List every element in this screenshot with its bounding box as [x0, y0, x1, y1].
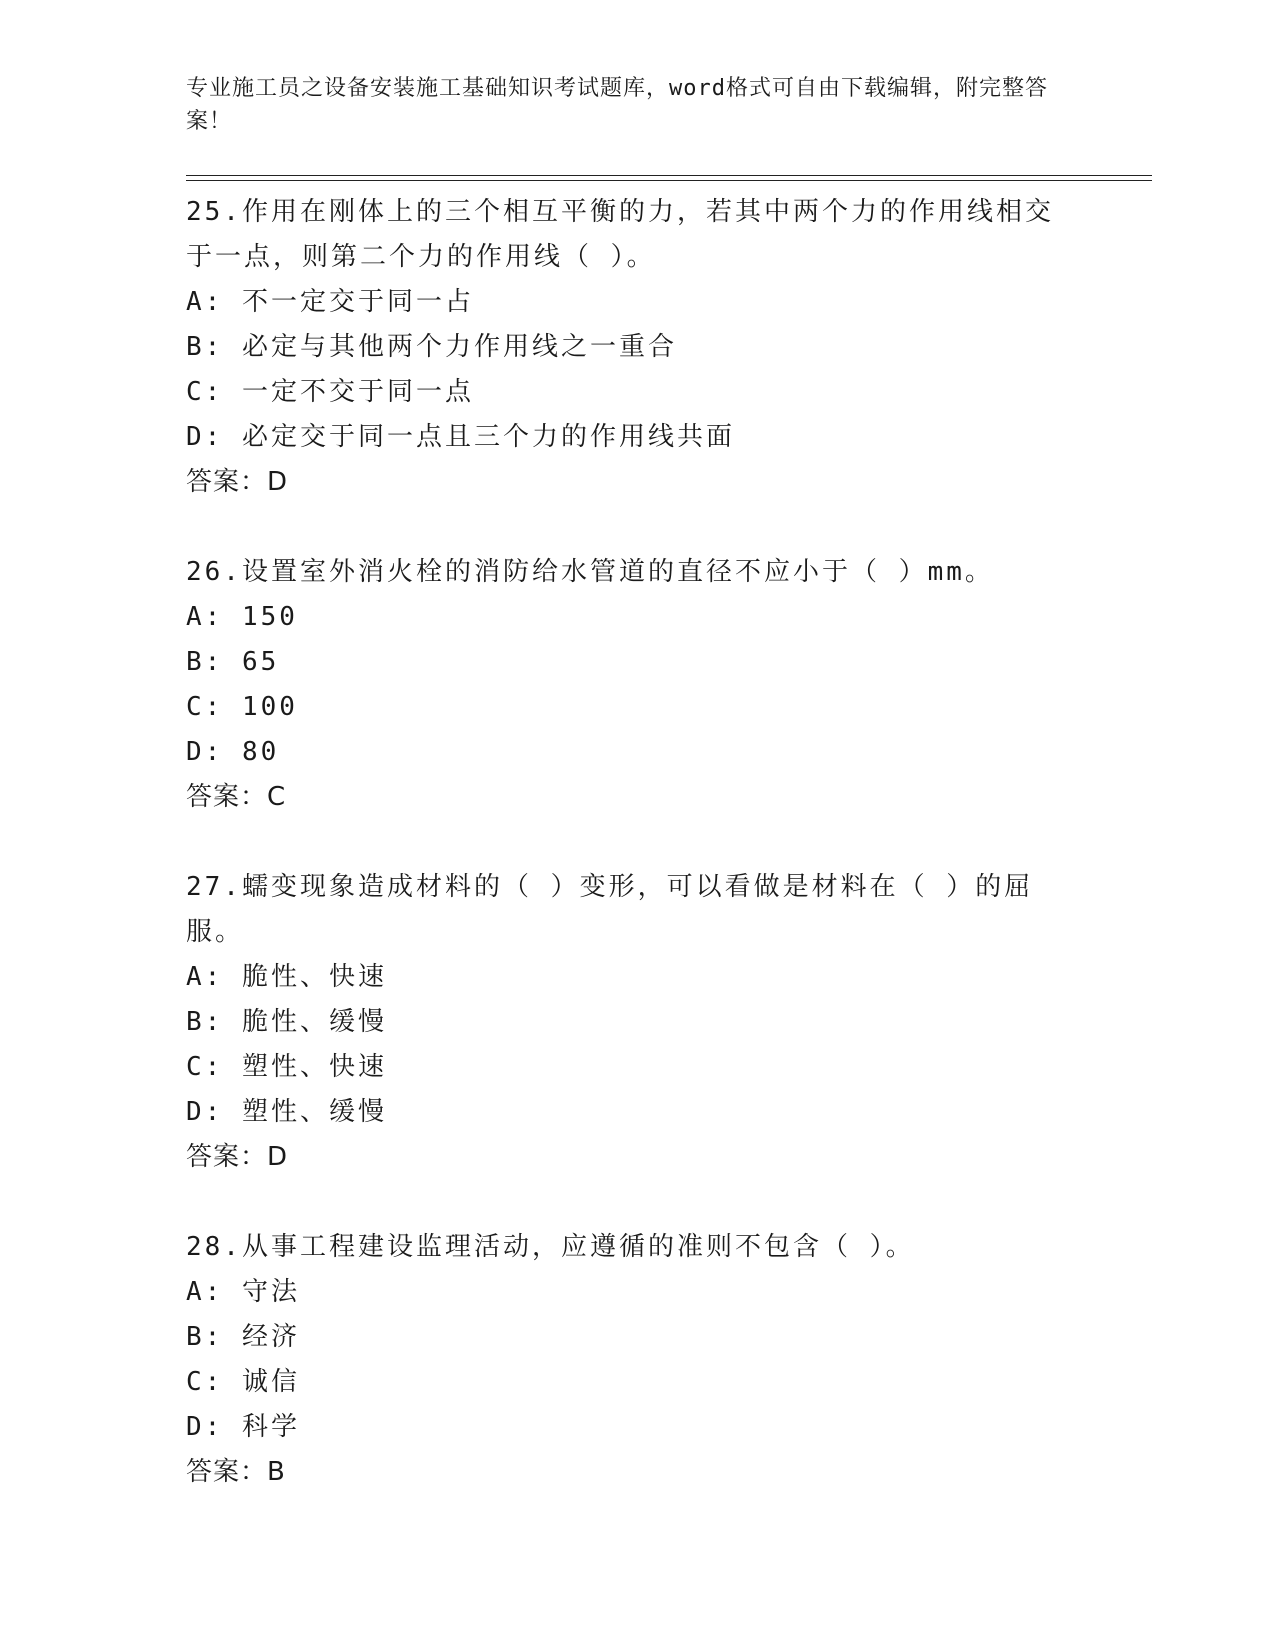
answer: 答案：B	[186, 1457, 286, 1487]
option-a: A: 脆性、快速	[186, 962, 387, 992]
answer: 答案：C	[186, 782, 287, 812]
option-a: A: 守法	[186, 1277, 300, 1307]
question-stem: 25.作用在刚体上的三个相互平衡的力，若其中两个力的作用线相交于一点，则第二个力的作用线（ ）。	[186, 197, 1054, 272]
question-stem: 28.从事工程建设监理活动，应遵循的准则不包含（ ）。	[186, 1232, 915, 1262]
option-d: D: 科学	[186, 1412, 300, 1442]
question-25	[186, 190, 1152, 505]
option-b: B: 脆性、缓慢	[186, 1007, 387, 1037]
option-c: C: 塑性、快速	[186, 1052, 387, 1082]
question-28	[186, 1225, 1152, 1495]
question-27	[186, 865, 1152, 1180]
question-stem: 27.蠕变现象造成材料的（ ）变形，可以看做是材料在（ ）的屈服。	[186, 872, 1034, 947]
option-b: B: 必定与其他两个力作用线之一重合	[186, 332, 677, 362]
answer: 答案：D	[186, 1142, 289, 1172]
document-header-note: 专业施工员之设备安装施工基础知识考试题库，word格式可自由下载编辑，附完整答案！	[186, 76, 1048, 134]
option-d: D: 必定交于同一点且三个力的作用线共面	[186, 422, 735, 452]
option-d: D: 塑性、缓慢	[186, 1097, 387, 1127]
option-c: C: 一定不交于同一点	[186, 377, 474, 407]
header-divider-bottom	[186, 180, 1152, 181]
option-a: A: 150	[186, 602, 298, 632]
question-26	[186, 550, 1152, 820]
question-stem: 26.设置室外消火栓的消防给水管道的直径不应小于（ ）mm。	[186, 557, 994, 587]
option-d: D: 80	[186, 737, 280, 767]
answer: 答案：D	[186, 467, 289, 497]
header-divider-top	[186, 175, 1152, 176]
option-a: A: 不一定交于同一占	[186, 287, 474, 317]
option-b: B: 经济	[186, 1322, 300, 1352]
option-c: C: 100	[186, 692, 298, 722]
option-b: B: 65	[186, 647, 280, 677]
question-list	[186, 190, 1152, 1540]
option-c: C: 诚信	[186, 1367, 300, 1397]
